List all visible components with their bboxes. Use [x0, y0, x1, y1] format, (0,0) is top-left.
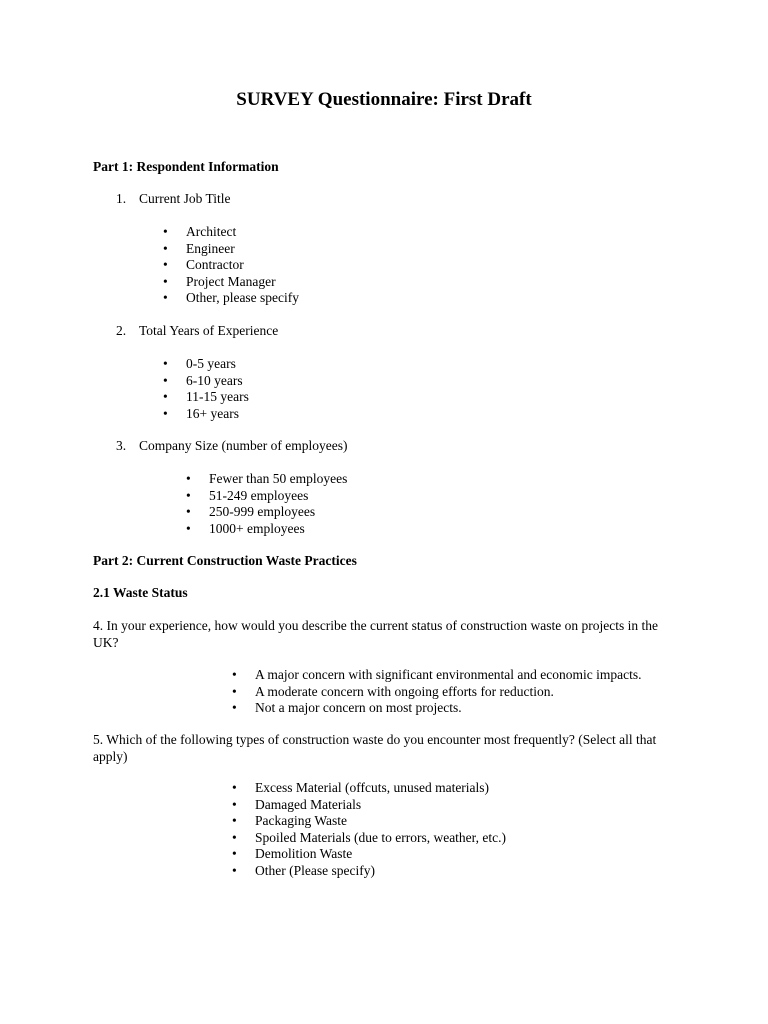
q2-options — [186, 356, 249, 422]
q5-option: • Excess Material (offcuts, unused materials) — [255, 780, 506, 797]
q3-option: • Fewer than 50 employees — [209, 471, 347, 488]
q1-option: • Engineer — [186, 241, 299, 258]
q3-options — [209, 471, 347, 537]
q2-option: • 16+ years — [186, 406, 249, 423]
q5-option: • Packaging Waste — [255, 813, 506, 830]
q2-option: • 11-15 years — [186, 389, 249, 406]
q1-text: Current Job Title — [139, 191, 231, 206]
q3-number: 3. — [116, 438, 127, 453]
q4-option: • A major concern with significant environmental and economic impacts. — [255, 667, 642, 684]
q5-options — [255, 780, 506, 879]
q3-text: Company Size (number of employees) — [139, 438, 348, 453]
part2-heading: Part 2: Current Construction Waste Practices — [93, 553, 357, 568]
q5-option: • Damaged Materials — [255, 797, 506, 814]
q3-option: • 51-249 employees — [209, 488, 347, 505]
q4-text: 4. In your experience, how would you describe the current status of construction waste on projects in the UK? — [93, 618, 658, 650]
q2-option: • 6-10 years — [186, 373, 249, 390]
q1-option: • Contractor — [186, 257, 299, 274]
document-title: SURVEY Questionnaire: First Draft — [236, 89, 532, 110]
q3-option: • 250-999 employees — [209, 504, 347, 521]
q1-options — [186, 224, 299, 307]
part1-heading: Part 1: Respondent Information — [93, 159, 279, 174]
q1-option: • Architect — [186, 224, 299, 241]
q4-option: • A moderate concern with ongoing efforts for reduction. — [255, 684, 642, 701]
q1-option: • Project Manager — [186, 274, 299, 291]
q1-number: 1. — [116, 191, 127, 206]
q5-option: • Demolition Waste — [255, 846, 506, 863]
q5-text: 5. Which of the following types of construction waste do you encounter most frequently? (Select all that apply) — [93, 732, 657, 764]
q3-option: • 1000+ employees — [209, 521, 347, 538]
q2-option: • 0-5 years — [186, 356, 249, 373]
q5-option: • Spoiled Materials (due to errors, weather, etc.) — [255, 830, 506, 847]
q5-option: • Other (Please specify) — [255, 863, 506, 880]
q2-text: Total Years of Experience — [139, 323, 279, 338]
part2-subheading: 2.1 Waste Status — [93, 585, 188, 600]
q1-option: • Other, please specify — [186, 290, 299, 307]
q4-option: • Not a major concern on most projects. — [255, 700, 642, 717]
q4-options — [255, 667, 642, 717]
q2-number: 2. — [116, 323, 127, 338]
